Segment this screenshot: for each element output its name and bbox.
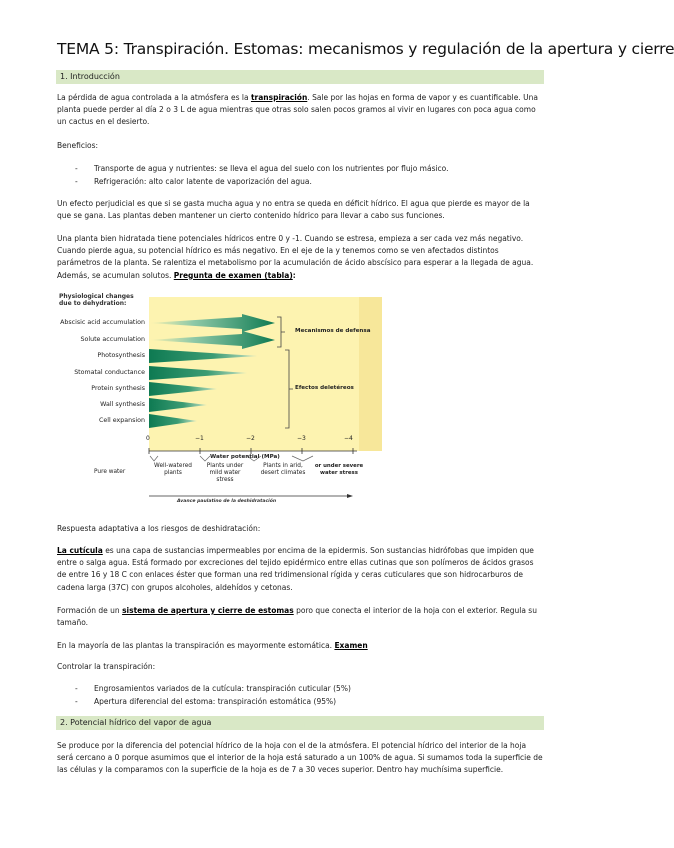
page-title: TEMA 5: Transpiración. Estomas: mecanismos y regulación de la apertura y cierre: [57, 40, 674, 58]
condition-severe-stress: [310, 463, 368, 477]
deleterious-bracket: [285, 350, 293, 428]
row-label: Stomatal conductance: [74, 369, 145, 376]
text: es una capa de sustancias impermeables por encima de la epidermis. Son sustancias hidrófobas que impiden que entre o salga agua. Está formado por excreciones del tejido epidérmico entre ellas cutinas que son polímeros de ácidos grasos de entre 16 y 18 C con enlaces éster que forman una red tridimensional rígida y ceras cuticulares que son hidrocarburos de cadena larga (37C) con grupos alcoholes, aldehídos y cetonas.: [57, 546, 534, 592]
bold-term: Examen: [334, 641, 368, 650]
condition-line: Well-watered: [154, 463, 192, 469]
figure-header-line: due to dehydration:: [59, 300, 127, 307]
condition-line: stress: [216, 477, 234, 483]
paragraph-mayoria: [57, 640, 543, 652]
condition-line: Plants under: [206, 463, 244, 469]
paragraph-efecto-perjudicial: Un efecto perjudicial es que si se gasta mucha agua y no entra se queda en déficit hídrico. El agua que pierde es mayor de la que se gana. Las plantas deben mantener un cierto contenido hídrico para llevar a cabo sus funciones.: [57, 199, 530, 221]
section-heading-potencial: 2. Potencial hídrico del vapor de agua: [56, 716, 544, 730]
row-label: Abscisic acid accumulation: [60, 319, 145, 326]
x-axis-label: Water potential (MPa): [210, 454, 280, 460]
figure-header-line: Physiological changes: [59, 293, 134, 300]
x-tick-label: −1: [195, 435, 204, 442]
condition-arid: [256, 463, 310, 477]
benefits-heading: Beneficios:: [57, 141, 99, 150]
bold-term: transpiración: [250, 93, 308, 102]
row-label: Solute accumulation: [80, 336, 145, 343]
text: Una planta bien hidratada tiene potenciales hídricos entre 0 y -1. Cuando se estresa, empieza a ser cada vez más negativo. Cuando pierde agua, su potencial hídrico es más negativo. En el eje de la y tenemos como se ven afectados distintos parámetros de la planta. Se ralentiza el metabolismo por la acumulación de ácido abscísico para esperar a la llegada de agua. Además, se acumulan solutos.: [57, 234, 534, 280]
stomatal-conductance-wedge: [149, 366, 247, 380]
range-marker: [292, 456, 313, 461]
row-label: Protein synthesis: [91, 385, 145, 392]
condition-well-watered: [147, 463, 199, 477]
paragraph-estomas: [57, 605, 543, 629]
bold-term: sistema de apertura y cierre de estomas: [122, 606, 294, 615]
solute-accumulation-arrow: [149, 331, 275, 349]
paragraph-potenciales: Una planta bien hidratada tiene potenciales hídricos entre 0 y -1. Cuando se estresa, empieza a ser cada vez más negativo. Cuando pierde agua, su potencial hídrico es más negativo. En el eje de la y tenemos como se ven afectados distintos parámetros de la planta. Se ralentiza el metabolismo por la acumulación de ácido abscísico para esperar a la llegada de agua. Además, se acumulan solutos. Pregunta de examen (tabla):: [57, 234, 534, 280]
list-item-text: Transporte de agua y nutrientes: se lleva el agua del suelo con los nutrientes por flujo másico.: [94, 164, 449, 173]
list-item-text: Apertura diferencial del estoma: transpiración estomática (95%): [94, 697, 337, 706]
annotation-defense: Mecanismos de defensa: [295, 328, 371, 334]
condition-pure-water: Pure water: [94, 469, 126, 475]
wall-synthesis-wedge: [149, 398, 207, 412]
condition-line: water stress: [320, 470, 358, 476]
section-heading-introduccion: 1. Introducción: [56, 70, 544, 84]
text: . Sale por las hojas en forma de vapor y es cuantificable. Una planta puede perder al día 2 o 3 L de agua mientras que otras solo salen pocos gramos al vivir en lugares con poca agua como un cactus en el desierto.: [57, 93, 538, 127]
text: poro que conecta el interior de la hoja con el exterior. Regula su tamaño.: [57, 606, 537, 628]
document-page: TEMA 5: Transpiración. Estomas: mecanismos y regulación de la apertura y cierre 1. Introducción La pérdida de agua controlada a la atmósfera es la transpiración. Sale por las hojas en forma de vapor y es cuantificable. Una planta puede perder al día 2 o 3 L de agua mientras que otras solo salen pocos gramos al vivir en lugares con poca agua como un cactus en el desierto. Beneficios: - Transporte de agua y nutrientes: se lleva el agua del suelo con los nutrientes por flujo másico. - Refrigeración: alto calor latente de vaporización del agua. Un efecto perjudicial es que si se gasta mucha agua y no entra se queda en déficit hídrico. El agua que pierde es mayor de la que se gana. Las plantas deben mantener un cierto contenido hídrico para llevar a cabo sus funciones. Una planta bien hidratada tiene potenciales hídricos entre 0 y -1. Cuando se estresa, empieza a ser cada vez más negativo. Cuando pierde agua, su potencial hídrico es más negativo. En el eje de la y tenemos como se ven afectados distintos parámetros de la planta. Se ralentiza el metabolismo por la acumulación de ácido abscísico para esperar a la llegada de agua. Además, se acumulan solutos. Pregunta de examen (tabla): Physiological changes due to dehydration: Abscisic acid accumulation Solute accumulation Photosynthesis Stomatal conductance Protein synthesis Wall synthesis Cell expansion Mecanismos de defensa Efectos deletéreos 0 −1 −2 −3 −4 Water potential (MPa) Pure water Well-watered plants Plants under mild water stress Plants in arid, desert climates or under severe water stress Avance paulatino de la deshidratación Respuesta adaptativa a los riesgos de deshidratación: La cutícula es una capa de sustancias impermeables por encima de la epidermis. Son sustancias hidrófobas que impiden que entre o salga agua. Está formado por excreciones del tejido epidérmico entre ellas cutinas que son polímeros de ácidos grasos de entre 16 y 18 C con enlaces éster que forman una red tridimensional rígida y ceras cuticulares que son hidrocarburos de cadena larga (37C) con grupos alcoholes, aldehídos y cetonas. Formación de un sistema de apertura y cierre de estomas poro que conecta el interior de la hoja con el exterior. Regula su tamaño. En la mayoría de las plantas la transpiración es mayormente estomática. Examen Controlar la transpiración: - Engrosamientos variados de la cutícula: transpiración cuticular (5%) - Apertura diferencial del estoma: transpiración estomática (95%) 2. Potencial hídrico del vapor de agua Se produce por la diferencia del potencial hídrico de la hoja con el de la atmósfera. El potencial hídrico del interior de la hoja será cercano a 0 porque asumimos que el interior de la hoja está saturado a un 100% de agua. Si sumamos toda la superficie de las células y la comparamos con la superficie de la hoja es de 7 a 30 veces superior. Dentro hay muchísima superficie.: [0, 0, 599, 848]
range-marker: [200, 456, 210, 461]
condition-line: desert climates: [260, 470, 306, 476]
paragraph-controlar: Controlar la transpiración:: [57, 662, 156, 671]
range-marker: [150, 456, 158, 461]
x-tick-label: −4: [344, 435, 353, 442]
abscisic-acid-arrow: [149, 314, 275, 332]
dehydration-figure: [57, 289, 382, 517]
x-tick-label: −3: [297, 435, 306, 442]
condition-line: Plants in arid,: [263, 463, 303, 469]
annotation-deleterious: Efectos deletéreos: [295, 385, 354, 391]
list-item-text: Engrosamientos variados de la cutícula: transpiración cuticular (5%): [94, 684, 351, 693]
bold-term: Pregunta de examen (tabla): [173, 270, 293, 280]
paragraph-respuesta: Respuesta adaptativa a los riesgos de deshidratación:: [57, 524, 261, 533]
paragraph-transpiracion: [57, 92, 543, 129]
list-item-text: Refrigeración: alto calor latente de vaporización del agua.: [94, 177, 312, 186]
condition-line: mild water: [209, 470, 241, 476]
x-tick-label: −2: [246, 435, 255, 442]
protein-synthesis-wedge: [149, 382, 217, 396]
bold-term: La cutícula: [57, 546, 103, 555]
photosynthesis-wedge: [149, 349, 257, 363]
row-label: Photosynthesis: [97, 352, 145, 359]
row-label: Wall synthesis: [100, 401, 145, 408]
defense-bracket: [277, 317, 285, 347]
condition-mild-stress: [202, 463, 248, 484]
cell-expansion-wedge: [149, 414, 197, 428]
text: Formación de un: [57, 606, 123, 615]
condition-line: or under severe: [314, 463, 364, 469]
row-label: Cell expansion: [99, 417, 145, 424]
progression-arrowhead: [347, 494, 353, 498]
text: La pérdida de agua controlada a la atmósfera es la: [57, 93, 251, 102]
x-tick-label: 0: [146, 435, 150, 442]
paragraph-cuticula: [57, 545, 543, 594]
progression-label: Avance paulatino de la deshidratación: [177, 499, 277, 504]
paragraph-potencial-hidrico: Se produce por la diferencia del potencial hídrico de la hoja con el de la atmósfera. El potencial hídrico del interior de la hoja será cercano a 0 porque asumimos que el interior de la hoja está saturado a un 100% de agua. Si sumamos toda la superficie de las células y la comparamos con la superficie de la hoja es de 7 a 30 veces superior. Dentro hay muchísima superficie.: [57, 741, 543, 775]
condition-line: plants: [164, 470, 182, 476]
text: En la mayoría de las plantas la transpiración es mayormente estomática.: [57, 641, 335, 650]
